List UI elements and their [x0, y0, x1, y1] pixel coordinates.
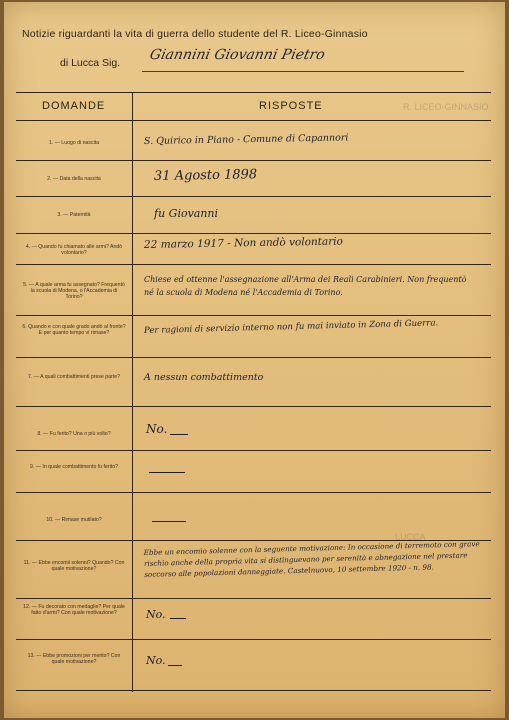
row-rule-9 [16, 492, 491, 493]
student-name: Giannini Giovanni Pietro [148, 47, 327, 63]
table-bottom-rule [16, 690, 491, 691]
answer-13-dash [168, 665, 182, 666]
answer-12: No. [146, 608, 166, 621]
stamp-line1: R. LICEO-GINNASIO [403, 102, 489, 112]
stamp-line2: LUCCA [395, 532, 426, 542]
answer-4: 22 marzo 1917 - Non andò volontario [143, 235, 344, 251]
header-bottom-rule [16, 120, 491, 121]
background-stamp [389, 84, 501, 542]
name-underline [142, 71, 464, 72]
table-top-rule [16, 92, 491, 93]
question-9: 9. — In quale combattimento fu ferito? [30, 464, 118, 470]
row-rule-3 [16, 233, 491, 234]
question-1: 1. — Luogo di nascita [48, 140, 100, 146]
answer-13: No. [146, 654, 166, 667]
header-title: Notizie riguardanti la vita di guerra dello studente del R. Liceo-Ginnasio [22, 28, 368, 40]
row-rule-7 [16, 406, 491, 407]
row-rule-2 [16, 196, 491, 197]
question-3: 3. — Paternità [57, 212, 91, 218]
row-rule-1 [16, 160, 491, 161]
question-13: 13. — Ebbe promozioni per merito? Con quale motivazione? [27, 653, 121, 666]
row-rule-12 [16, 639, 491, 640]
row-rule-11 [16, 598, 491, 599]
row-rule-4 [16, 264, 491, 265]
row-rule-5 [16, 315, 491, 316]
answer-12-dash [170, 618, 186, 619]
answer-11: Ebbe un encomio solenne con la seguente motivazione: In occasione di terremoto con grave rischio anche della propria vita si distinguevano per serenità e abnegazione nel prestare soccorso alle popolazioni danneggiate. Castelnuovo, 10 settembre 1920 - n. 98. [143, 539, 480, 579]
question-10: 10. — Rimase mutilato? [46, 517, 102, 523]
document-sheet [4, 2, 505, 718]
question-11: 11. — Ebbe encomii solenni? Quando? Con quale motivazione? [23, 560, 125, 573]
answer-2: 31 Agosto 1898 [153, 167, 258, 184]
answer-10-dash [152, 521, 186, 522]
column-divider [132, 92, 133, 692]
answer-5: Chiese ed ottenne l'assegnazione all'Arma dei Reali Carabinieri. Non frequentò né la scuola di Modena né l'Accademia di Torino. [144, 275, 467, 297]
answer-7: A nessun combattimento [144, 372, 264, 383]
answer-9-dash [149, 472, 185, 473]
answer-8: No. [146, 422, 168, 436]
question-4: 4. — Quando fu chiamato alle armi? Andò volontario? [25, 244, 123, 257]
question-7: 7. — A quali combattimenti prese parte? [28, 374, 120, 380]
row-rule-8 [16, 450, 491, 451]
question-2: 2. — Data della nascita [47, 176, 101, 182]
question-5: 5. — A quale arma fu assegnato? Frequentò la scuola di Modena, o l'Accademia di Torino? [23, 282, 125, 301]
answer-6: Per ragioni di servizio interno non fu mai inviato in Zona di Guerra. [143, 318, 439, 336]
row-rule-6 [16, 357, 491, 358]
question-8: 8. — Fu ferito? Una o più volte? [37, 431, 111, 437]
question-6: 6. Quando e con quale grado andò al fronte? E per quanto tempo vi rimase? [22, 324, 126, 337]
column-header-questions: DOMANDE [42, 100, 106, 112]
answer-1: S. Quirico in Piano - Comune di Capannori [143, 132, 349, 147]
header-student-label: di Lucca Sig. [60, 57, 121, 69]
answer-8-dash [170, 434, 188, 435]
question-12: 12. — Fu decorato con medaglie? Per quale fatto d'armi? Con quale motivazione? [23, 604, 125, 617]
answer-3: fu Giovanni [154, 207, 219, 220]
column-header-answers: RISPOSTE [259, 100, 323, 112]
